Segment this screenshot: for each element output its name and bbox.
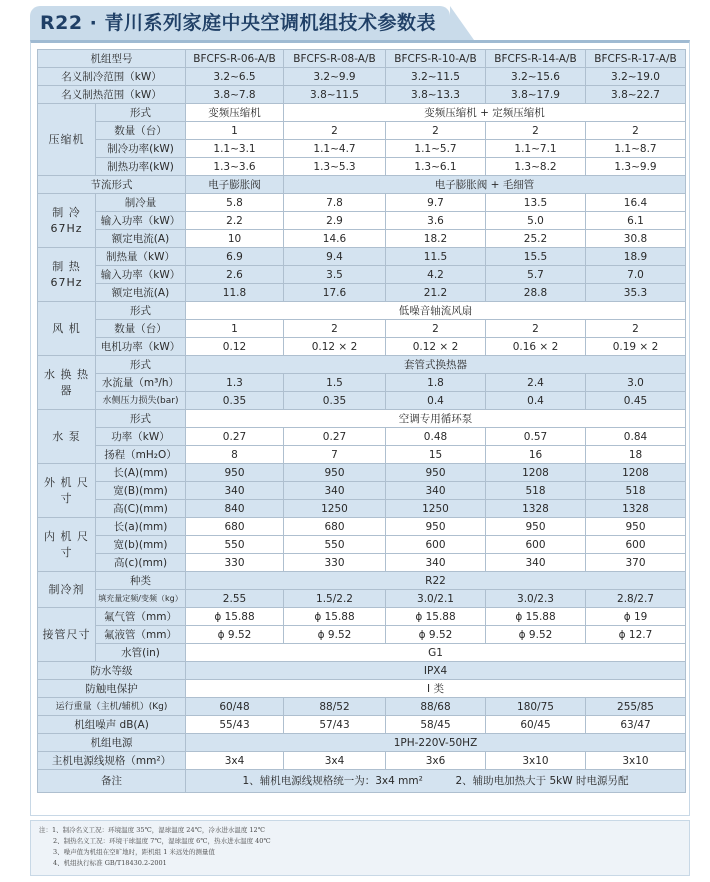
table-row: 制冷功率(kW) 1.1~3.1 1.1~4.7 1.1~5.7 1.1~7.1 1.1~8.7 <box>38 140 686 158</box>
table-row: 内 机 尺 寸 长(a)(mm) 680 680 950 950 950 <box>38 518 686 536</box>
table-row: 水管(in) G1 <box>38 644 686 662</box>
group-label: 制 热 67Hz <box>38 248 96 302</box>
table-row: 数量（台） 1 2 2 2 2 <box>38 122 686 140</box>
group-label: 制冷剂 <box>38 572 96 608</box>
group-label: 压缩机 <box>38 104 96 176</box>
table-row: 防水等级 IPX4 <box>38 662 686 680</box>
table-row: 扬程（mH₂O） 8 7 15 16 18 <box>38 446 686 464</box>
table-row: 风 机 形式 低噪音轴流风扇 <box>38 302 686 320</box>
table-row: 制 热 67Hz 制热量（kW） 6.9 9.4 11.5 15.5 18.9 <box>38 248 686 266</box>
group-label: 内 机 尺 寸 <box>38 518 96 572</box>
spec-page <box>30 6 690 876</box>
table-row: 额定电流(A) 10 14.6 18.2 25.2 30.8 <box>38 230 686 248</box>
table-row: 制热功率(kW) 1.3~3.6 1.3~5.3 1.3~6.1 1.3~8.2 1.3~9.9 <box>38 158 686 176</box>
table-row: 外 机 尺 寸 长(A)(mm) 950 950 950 1208 1208 <box>38 464 686 482</box>
table-row: 宽(b)(mm) 550 550 600 600 600 <box>38 536 686 554</box>
table-header-row <box>38 50 686 68</box>
table-row: 防触电保护 I 类 <box>38 680 686 698</box>
spec-table <box>37 49 686 793</box>
page-title: R22 · 青川系列家庭中央空调机组技术参数表 <box>30 6 450 40</box>
footnote: 4、机组执行标准 GB/T18430.2-2001 <box>53 859 167 867</box>
group-label: 水 泵 <box>38 410 96 464</box>
footnote: 3、噪声值为机组在空旷地时，距机组 1 米远处的测量值 <box>53 848 215 856</box>
group-label: 水 换 热 器 <box>38 356 96 410</box>
model-5: BFCFS-R-17-A/B <box>586 50 686 68</box>
table-row: 输入功率（kW） 2.2 2.9 3.6 5.0 6.1 <box>38 212 686 230</box>
group-label: 风 机 <box>38 302 96 356</box>
table-row: 氟液管（mm） ϕ 9.52 ϕ 9.52 ϕ 9.52 ϕ 9.52 ϕ 12.7 <box>38 626 686 644</box>
model-1: BFCFS-R-06-A/B <box>186 50 284 68</box>
table-row: 制 冷 67Hz 制冷量 5.8 7.8 9.7 13.5 16.4 <box>38 194 686 212</box>
group-label: 外 机 尺 寸 <box>38 464 96 518</box>
table-row: 电机功率（kW） 0.12 0.12 × 2 0.12 × 2 0.16 × 2 0.19 × 2 <box>38 338 686 356</box>
table-row: 制冷剂 种类 R22 <box>38 572 686 590</box>
table-row: 名义制热范围（kW） 3.8~7.8 3.8~11.5 3.8~13.3 3.8~17.9 3.8~22.7 <box>38 86 686 104</box>
table-row: 填充量定频/变频（kg） 2.55 1.5/2.2 3.0/2.1 3.0/2.3 2.8/2.7 <box>38 590 686 608</box>
table-row: 节流形式 电子膨胀阀 电子膨胀阀 + 毛细管 <box>38 176 686 194</box>
footnote: 2、制热名义工况：环境干球温度 7℃，湿球温度 6℃，热水进水温度 40℃ <box>53 837 271 845</box>
table-row: 运行重量（主机/辅机）(Kg) 60/48 88/52 88/68 180/75 255/85 <box>38 698 686 716</box>
table-row: 水流量（m³/h） 1.3 1.5 1.8 2.4 3.0 <box>38 374 686 392</box>
header-label: 机组型号 <box>38 50 186 68</box>
footnote: 注：1、制冷名义工况：环境温度 35℃，湿球温度 24℃，冷水进水温度 12℃ <box>39 826 265 834</box>
table-row: 接管尺寸 氟气管（mm） ϕ 15.88 ϕ 15.88 ϕ 15.88 ϕ 15.88 ϕ 19 <box>38 608 686 626</box>
table-row: 水 换 热 器 形式 套管式换热器 <box>38 356 686 374</box>
model-4: BFCFS-R-14-A/B <box>486 50 586 68</box>
table-row: 高(c)(mm) 330 330 340 340 370 <box>38 554 686 572</box>
table-row: 机组噪声 dB(A) 55/43 57/43 58/45 60/45 63/47 <box>38 716 686 734</box>
group-label: 接管尺寸 <box>38 608 96 662</box>
table-row: 机组电源 1PH-220V-50HZ <box>38 734 686 752</box>
table-row: 水侧压力损失(bar) 0.35 0.35 0.4 0.4 0.45 <box>38 392 686 410</box>
table-row: 宽(B)(mm) 340 340 340 518 518 <box>38 482 686 500</box>
table-row: 额定电流(A) 11.8 17.6 21.2 28.8 35.3 <box>38 284 686 302</box>
model-3: BFCFS-R-10-A/B <box>386 50 486 68</box>
table-row: 功率（kW） 0.27 0.27 0.48 0.57 0.84 <box>38 428 686 446</box>
table-row: 主机电源线规格（mm²） 3x4 3x4 3x6 3x10 3x10 <box>38 752 686 770</box>
table-row: 输入功率（kW） 2.6 3.5 4.2 5.7 7.0 <box>38 266 686 284</box>
table-row: 数量（台） 1 2 2 2 2 <box>38 320 686 338</box>
table-row: 名义制冷范围（kW） 3.2~6.5 3.2~9.9 3.2~11.5 3.2~15.6 3.2~19.0 <box>38 68 686 86</box>
footnotes <box>30 820 690 876</box>
table-row: 压缩机 形式 变频压缩机 变频压缩机 + 定频压缩机 <box>38 104 686 122</box>
spec-table-frame <box>30 40 690 816</box>
table-row: 水 泵 形式 空调专用循环泵 <box>38 410 686 428</box>
remark-cell: 1、辅机电源线规格统一为：3x4 mm² 2、辅助电加热大于 5kW 时电源另配 <box>186 770 686 793</box>
table-row: 备注 1、辅机电源线规格统一为：3x4 mm² 2、辅助电加热大于 5kW 时电源另配 <box>38 770 686 793</box>
model-2: BFCFS-R-08-A/B <box>284 50 386 68</box>
group-label: 制 冷 67Hz <box>38 194 96 248</box>
table-row: 高(C)(mm) 840 1250 1250 1328 1328 <box>38 500 686 518</box>
